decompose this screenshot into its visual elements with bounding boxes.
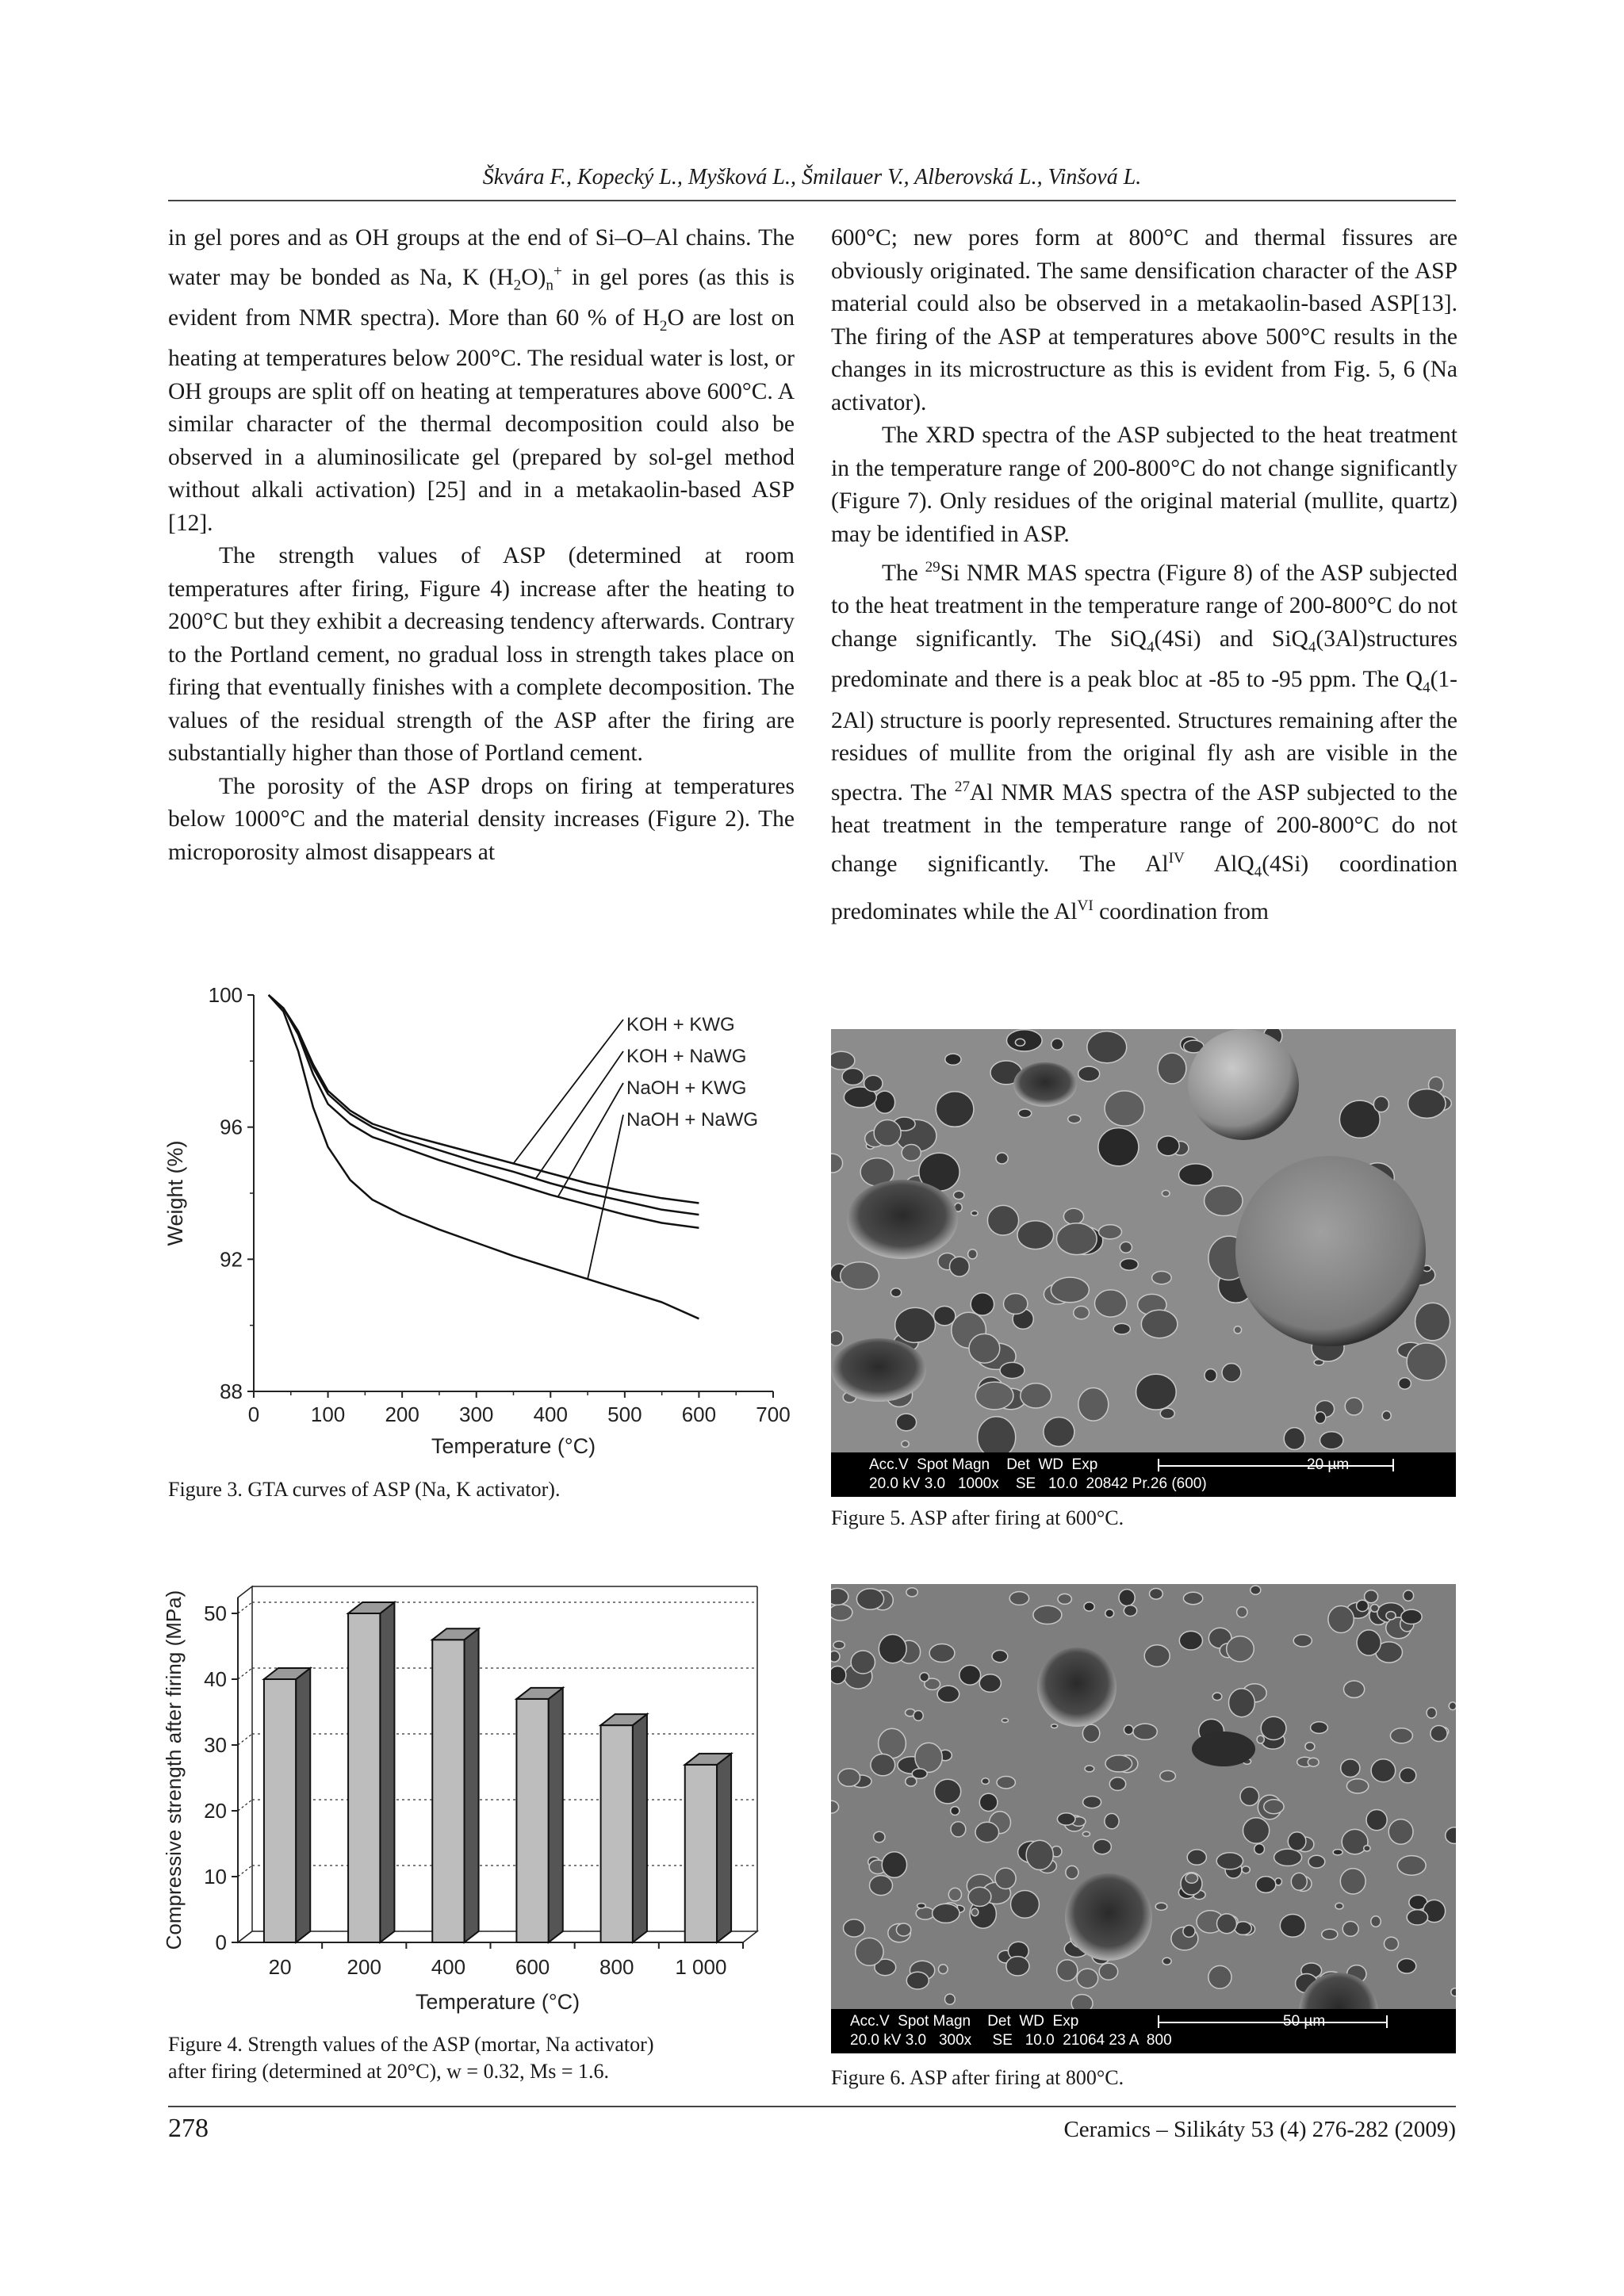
sem-pore (1311, 1722, 1328, 1734)
sem-5-values: 20.0 kV 3.0 1000x SE 10.0 20842 Pr.26 (600) (869, 1475, 1207, 1492)
sem-pore (1291, 1873, 1307, 1890)
sem-pore (1141, 1310, 1178, 1337)
y-tick-label: 40 (204, 1667, 227, 1691)
bar-front-4 (601, 1725, 633, 1942)
figure-3-chart (159, 971, 809, 1471)
sem-pore (1388, 1820, 1413, 1845)
right-column (831, 222, 1457, 928)
sem-pore (934, 1307, 956, 1326)
sem-pore (1344, 1681, 1365, 1697)
sem-pore (1408, 1089, 1446, 1119)
sem-pore (1057, 1223, 1097, 1255)
bar-side-4 (633, 1714, 647, 1942)
sem-pore (1205, 1369, 1216, 1382)
sem-pore (1099, 1963, 1118, 1980)
sem-pore (1120, 1242, 1132, 1253)
sem-pore (1162, 1190, 1170, 1196)
sem-pore (1328, 1606, 1354, 1633)
sem-pore (1305, 1743, 1315, 1751)
x-tick-label: 20 (268, 1955, 292, 1979)
sem-texture-600 (831, 1029, 1456, 1497)
sem-pore (951, 1807, 959, 1816)
y-tick-label: 92 (220, 1247, 243, 1272)
sem-pore (1083, 1797, 1101, 1808)
sem-pore (1240, 1787, 1259, 1806)
sem-pore (1187, 1850, 1206, 1865)
floor (238, 1931, 757, 1942)
sem-pore (1015, 1039, 1025, 1046)
sem-pore (1144, 1645, 1170, 1667)
y-tick-label: 100 (208, 983, 243, 1007)
sem-pore (1085, 1766, 1094, 1772)
sem-pore (874, 1120, 901, 1146)
sem-pore (1401, 1609, 1422, 1624)
x-tick-label: 500 (607, 1402, 642, 1426)
sem-pore (1234, 1326, 1241, 1334)
figure-4-chart (159, 1566, 809, 2026)
sem-pore (971, 1211, 979, 1215)
sem-pore (1018, 1109, 1031, 1118)
sem-pore (995, 1868, 1016, 1888)
y-tick-label: 88 (220, 1380, 243, 1403)
sem-pore (1160, 1408, 1174, 1418)
y-axis-title: Compressive strength after firing (MPa) (162, 1590, 186, 1950)
running-header: Škvára F., Kopecký L., Myšková L., Šmilauer V., Alberovská L., Vinšová L. (482, 165, 1142, 189)
legend-leader-0 (514, 1020, 624, 1164)
bar-side-3 (549, 1688, 563, 1942)
bar-front-0 (264, 1679, 296, 1942)
sem-pore (1397, 1959, 1416, 1974)
sem-pore (906, 1777, 917, 1786)
sem-pore (856, 1938, 883, 1965)
y-axis-title: Weight (%) (163, 1140, 187, 1246)
sem-pore (1242, 1866, 1250, 1873)
sem-pore (1179, 1631, 1202, 1650)
sem-pore (902, 1145, 921, 1161)
sem-pore (1157, 1136, 1179, 1156)
sem-pore (933, 1904, 959, 1923)
bar-side-5 (717, 1754, 731, 1942)
sem-pore (856, 1589, 883, 1609)
sem-pore (975, 1382, 1013, 1410)
sem-pore (1051, 1039, 1063, 1050)
sem-pore (1308, 1758, 1319, 1766)
sem-pore (1000, 1362, 1025, 1378)
sem-pore (1371, 1605, 1379, 1613)
sem-pore (1099, 1225, 1122, 1239)
bar-front-5 (685, 1765, 717, 1942)
sem-pore (1229, 1689, 1255, 1717)
sem-pore (1120, 1259, 1139, 1271)
sem-pore (1078, 1388, 1109, 1422)
sem-pore (1155, 1903, 1167, 1910)
sem-pore (831, 1331, 843, 1346)
sem-pore (1371, 1916, 1381, 1927)
sem-pore (1451, 1988, 1456, 1996)
left-column (168, 222, 795, 869)
sem-pore (1212, 1693, 1222, 1701)
sem-pore (831, 1605, 852, 1621)
sem-pore (915, 1743, 942, 1772)
sem-pore (1074, 1307, 1090, 1319)
sem-pore (838, 1769, 860, 1787)
sem-pore (1345, 1398, 1363, 1415)
figure-4-caption (168, 2031, 653, 2085)
sem-pore (891, 1288, 901, 1297)
figure-4-caption-line-2: after firing (determined at 20°C), w = 0.32, Ms = 1.6. (168, 2060, 609, 2083)
bar-front-1 (348, 1613, 380, 1942)
sem-pore (1162, 1957, 1171, 1965)
bar-front-3 (516, 1699, 548, 1942)
sem-pore (844, 1919, 865, 1937)
sem-pore (1057, 1813, 1075, 1825)
x-tick-label: 800 (599, 1955, 634, 1979)
sem-6-scale-tick-right (1386, 2015, 1388, 2028)
right-paragraph-1: 600°C; new pores form at 800°C and thermal fissures are obviously originated. The same densification character of the ASP material could also be observed in a metakaolin-based ASP[13]. The firing of the ASP at temperatures above 500°C results in the changes in its microstructure as this is evident from Fig. 5, 6 (Na activator). (831, 225, 1457, 415)
y-tick-label: 10 (204, 1865, 227, 1888)
sem-pore (1068, 1115, 1081, 1123)
sem-pore (1254, 1844, 1265, 1854)
sem-pore (1119, 1590, 1135, 1606)
sem-pore (1087, 1031, 1127, 1063)
sem-pore (1124, 1725, 1133, 1735)
bar-front-2 (432, 1640, 464, 1942)
sem-pore (929, 1644, 955, 1663)
sem-pore (916, 1908, 934, 1919)
sem-pore (831, 1588, 848, 1605)
sem-pore (1357, 1630, 1381, 1655)
legend-label-1: KOH + NaWG (626, 1046, 747, 1067)
sem-pore (1385, 1937, 1399, 1950)
x-tick-label: 600 (515, 1955, 550, 1979)
sem-pore (951, 1822, 966, 1837)
sem-pore (1185, 1873, 1198, 1884)
left-paragraph-1: in gel pores and as OH groups at the end of Si–O–Al chains. The water may be bonded as Na, K $(H_2O)_n^+$ in gel pores (as this is evident from NMR spectra). More than 60 % of $H_2O$ are lost on heating at temperatures below 200°C. The residual water is lost, or OH groups are split off on heating at temperatures above 600°C. A similar character of the thermal decomposition could also be observed in a aluminosilicate gel (prepared by sol-gel method without alkali activation) [25] and in a metakaolin-based ASP [12]. (168, 225, 795, 536)
sem-pore (1183, 1925, 1195, 1937)
right-paragraph-3: The $^{29}$Si NMR MAS spectra (Figure 8) of the ASP subjected to the heat treatment in the temperature range of 200-800°C do not change significantly. The SiQ$_4$(4Si) and SiQ$_4$(3Al)structures predominate and there is a peak bloc at -85 to -95 ppm. The $Q_4(1-2Al)$ structure is poorly represented. Structures remaining after the residues of mullite from the original fly ash are visible in the spectra. The $^{27}$Al NMR MAS spectra of the ASP subjected to the heat treatment in the temperature range of 200-800°C do not change significantly. The $Al^{IV}$ AlQ$_4$(4Si) coordination predominates while the $Al^{VI}$ coordination from (831, 559, 1458, 924)
left-paragraph-2: The strength values of ASP (determined at room temperatures after firing, Figure 4) increase after the heating to 200°C but they exhibit a decreasing tendency afterwards. Contrary to the Portland cement, no gradual loss in strength takes place on firing that eventually finishes with a complete decomposition. The values of the residual strength of the ASP after the firing are substantially higher than those of Portland cement. (168, 543, 795, 767)
sem-pore (870, 1876, 893, 1896)
x-tick-label: 0 (247, 1402, 260, 1426)
sem-pore (1205, 1186, 1243, 1216)
sem-pore (959, 1665, 981, 1685)
sem-pore (1382, 1411, 1391, 1421)
legend-label-0: KOH + KWG (626, 1014, 735, 1035)
sem-pore (1404, 1590, 1414, 1601)
sem-5-info-bar (831, 1452, 1456, 1497)
sem-pore (906, 1972, 929, 1989)
sem-pore (1222, 1364, 1241, 1382)
sem-pore (920, 1673, 929, 1682)
sem-pore (896, 1414, 916, 1431)
x-tick-label: 400 (533, 1402, 568, 1426)
sem-6-header: Acc.V Spot Magn Det WD Exp (850, 2013, 1079, 2030)
sem-pore (1179, 1164, 1213, 1185)
sem-pore (997, 1777, 1015, 1789)
sem-pore (1415, 1303, 1450, 1340)
back-wall-left (238, 1586, 252, 1942)
x-tick-label: 100 (310, 1402, 346, 1426)
sem-pore (895, 1307, 936, 1342)
sem-pore (1063, 1208, 1083, 1224)
sem-pore (1044, 1418, 1074, 1447)
sem-pore (979, 1674, 1001, 1693)
sem-pore (1257, 1735, 1264, 1743)
sem-6-scale-tick-left (1158, 2015, 1159, 2028)
sem-pore (945, 1054, 961, 1065)
sem-5-header: Acc.V Spot Magn Det WD Exp (869, 1456, 1098, 1473)
sem-pore (871, 1754, 895, 1775)
sem-pore (914, 1711, 923, 1721)
sem-pore (1342, 1922, 1358, 1937)
sem-pore (882, 1852, 906, 1878)
sem-pore (1333, 1850, 1342, 1855)
sem-pore (879, 1635, 906, 1663)
sem-pore (1033, 1605, 1062, 1624)
legend-label-3: NaOH + NaWG (626, 1109, 759, 1131)
sem-pore (1095, 1290, 1127, 1317)
sem-5-scale-label: 20 µm (1307, 1456, 1350, 1473)
sem-6-scale-label: 50 µm (1283, 2013, 1326, 2030)
x-tick-label: 200 (347, 1955, 381, 1979)
journal-citation: Ceramics – Silikáty 53 (4) 276-282 (2009) (1063, 2117, 1456, 2142)
sem-pore (1264, 1800, 1284, 1814)
series-line-3 (269, 995, 699, 1318)
sem-pore (1109, 1777, 1125, 1791)
x-axis-title: Temperature (°C) (431, 1434, 596, 1458)
sem-pore (833, 1641, 845, 1649)
sem-pore (896, 1923, 910, 1936)
sem-pore (969, 1334, 1000, 1363)
sem-pore (1431, 1726, 1447, 1742)
legend-label-2: NaOH + KWG (626, 1077, 747, 1099)
sem-pore (1274, 1849, 1302, 1866)
sem-pore (1386, 1612, 1396, 1620)
sem-pore (1002, 1719, 1008, 1723)
sem-pore (938, 1965, 948, 1974)
sem-pore (982, 1778, 989, 1785)
sem-pore (1340, 1869, 1365, 1894)
sem-pore (1011, 1891, 1040, 1919)
sem-pore (936, 1092, 974, 1127)
y-tick-label: 96 (220, 1115, 243, 1139)
sem-pore (1009, 1592, 1028, 1605)
y-tick-label: 0 (215, 1931, 227, 1954)
sem-pore (1261, 1716, 1286, 1739)
sem-pore (935, 1779, 961, 1804)
sem-pore (917, 1904, 926, 1908)
sem-pore (1077, 1969, 1098, 1988)
sem-pore (1365, 1590, 1378, 1603)
x-tick-label: 600 (681, 1402, 717, 1426)
sem-pore (1217, 1914, 1237, 1934)
sem-pore (1216, 1853, 1243, 1869)
sem-pore (1427, 1708, 1436, 1718)
sem-pore (1397, 1856, 1426, 1876)
sem-pore (975, 1822, 999, 1842)
figure-5-caption: Figure 5. ASP after firing at 600°C. (831, 1506, 1124, 1529)
sem-pore (1449, 1702, 1456, 1710)
sem-pore (1094, 1839, 1112, 1854)
sem-6-values: 20.0 kV 3.0 300x SE 10.0 21064 23 A 800 (850, 2032, 1172, 2049)
sem-pore (968, 1887, 991, 1906)
bar-side-1 (380, 1602, 394, 1942)
sem-pore (1004, 1294, 1028, 1314)
sem-pore (945, 1994, 956, 2004)
sem-pore (1335, 1903, 1343, 1909)
figure-4-caption-line-1: Figure 4. Strength values of the ASP (mortar, Na activator) (168, 2033, 654, 2056)
left-paragraph-3: The porosity of the ASP drops on firing at temperatures below 1000°C and the material density increases (Figure 2). The microporosity almost disappears at (168, 773, 795, 865)
sem-pore (1293, 1635, 1312, 1647)
sem-pore (1113, 1323, 1130, 1334)
x-tick-label: 300 (459, 1402, 494, 1426)
sem-pore (831, 1667, 846, 1684)
sem-pore (1098, 1128, 1139, 1166)
header-rule (168, 200, 1456, 201)
bar-side-2 (465, 1628, 479, 1942)
x-tick-label: 700 (756, 1402, 791, 1426)
sem-pore (1320, 1432, 1343, 1449)
sem-pore (1066, 1866, 1078, 1879)
gta-chart-svg (159, 971, 809, 1471)
sem-pore (968, 1249, 978, 1259)
sem-pore (864, 1075, 883, 1091)
legend-leader-2 (558, 1083, 623, 1197)
sem-pore (831, 1051, 855, 1070)
sem-pore (992, 1651, 1008, 1663)
legend-leader-3 (588, 1115, 623, 1279)
sem-pore (1058, 1594, 1071, 1604)
sem-pore (1390, 1728, 1412, 1743)
right-paragraph-2: The XRD spectra of the ASP subjected to the heat treatment in the temperature range of 200-800°C do not change significantly (Figure 7). Only residues of the original material (mullite, quartz) may be identified in ASP. (831, 423, 1457, 547)
x-axis-title: Temperature (°C) (415, 1990, 580, 2014)
figure-6-caption: Figure 6. ASP after firing at 800°C. (831, 2066, 1124, 2089)
sem-pore (1284, 1428, 1304, 1450)
sem-pore (1346, 1779, 1368, 1793)
sem-pore (1082, 1724, 1099, 1742)
sem-pore (1371, 1759, 1396, 1782)
sem-pore (1322, 1929, 1338, 1939)
x-tick-label: 1 000 (675, 1955, 727, 1979)
sem-pore (1400, 1768, 1416, 1783)
sem-pore (1160, 1770, 1176, 1781)
sem-pore (1399, 1378, 1411, 1389)
sem-pore (1017, 1221, 1054, 1249)
sem-pore (1150, 1589, 1163, 1600)
sem-pore (1051, 1277, 1089, 1303)
sem-pore (1288, 1832, 1306, 1850)
sem-pore (1078, 1066, 1100, 1081)
page-number: 278 (168, 2114, 209, 2143)
sem-pore (1251, 1586, 1261, 1594)
sem-texture-800 (831, 1584, 1456, 2053)
sem-pore (1105, 1609, 1114, 1617)
sem-pore (987, 1205, 1018, 1235)
x-tick-label: 200 (385, 1402, 419, 1426)
y-tick-label: 30 (204, 1733, 227, 1757)
sem-pore (1021, 1383, 1051, 1408)
sem-pore (912, 1769, 927, 1778)
sem-pore (1136, 1374, 1177, 1410)
sem-pore (902, 1441, 909, 1447)
sem-pore (906, 1588, 917, 1597)
sem-pore (1280, 1915, 1305, 1938)
y-tick-label: 50 (204, 1601, 227, 1625)
sem-pore (1243, 1818, 1270, 1843)
strength-chart-svg (159, 1566, 809, 2026)
sem-pore (1256, 1877, 1276, 1893)
sem-pore (950, 1257, 970, 1276)
sem-pore (1407, 1343, 1446, 1380)
sem-5-scale-bar (1158, 1465, 1394, 1467)
sem-pore (971, 1908, 979, 1916)
footer-rule (168, 2106, 1456, 2107)
sem-pore (1373, 1096, 1388, 1112)
y-tick-label: 20 (204, 1799, 227, 1823)
figure-5-sem-image (831, 1029, 1456, 1497)
sem-pore (1133, 1724, 1157, 1739)
sem-6-info-bar (831, 2009, 1456, 2053)
sem-5-scale-tick-left (1158, 1459, 1159, 1471)
sem-pore (1006, 1957, 1029, 1976)
sem-pore (948, 1888, 961, 1900)
sem-pore (1124, 1605, 1136, 1617)
sem-pore (1082, 1831, 1090, 1836)
sem-pore (1152, 1272, 1172, 1284)
figure-3-caption: Figure 3. GTA curves of ASP (Na, K activator). (168, 1478, 561, 1501)
sem-pore (1183, 1592, 1202, 1604)
sem-pore (875, 1091, 895, 1113)
sem-pore (1227, 1636, 1254, 1662)
sem-pore (1026, 1840, 1053, 1869)
sem-pore (1084, 1602, 1094, 1611)
sem-5-scale-tick-right (1392, 1459, 1394, 1471)
sem-pore (1407, 1910, 1427, 1925)
sem-pore (1364, 1846, 1370, 1851)
sem-pore (1105, 1813, 1119, 1828)
sem-pore (1105, 1091, 1144, 1126)
sem-pore (979, 1793, 998, 1811)
sem-pore (937, 1686, 959, 1702)
sem-pore (1208, 1965, 1231, 1988)
sem-pore (841, 1262, 879, 1290)
sem-pore (1057, 1960, 1078, 1981)
sem-pore (954, 1191, 964, 1199)
x-tick-label: 400 (431, 1955, 466, 1979)
sem-pore (1315, 1412, 1326, 1424)
sem-pore (1366, 1810, 1387, 1831)
sem-pore (851, 1651, 875, 1674)
figure-6-sem-image (831, 1584, 1456, 2053)
sem-pore (874, 1831, 885, 1843)
sem-pore (1105, 1755, 1132, 1772)
sem-pore (1237, 1607, 1247, 1617)
sem-pore (1051, 1724, 1058, 1728)
sem-6-scale-bar (1158, 2022, 1388, 2023)
sem-pore (1308, 1855, 1325, 1868)
sem-pore (971, 1293, 994, 1315)
sem-pore (1158, 1053, 1186, 1084)
sem-pore (842, 1069, 864, 1085)
sem-pore (1341, 1759, 1360, 1777)
sem-pore (996, 1153, 1008, 1164)
bar-side-0 (296, 1668, 310, 1942)
sem-pore (831, 1651, 840, 1662)
